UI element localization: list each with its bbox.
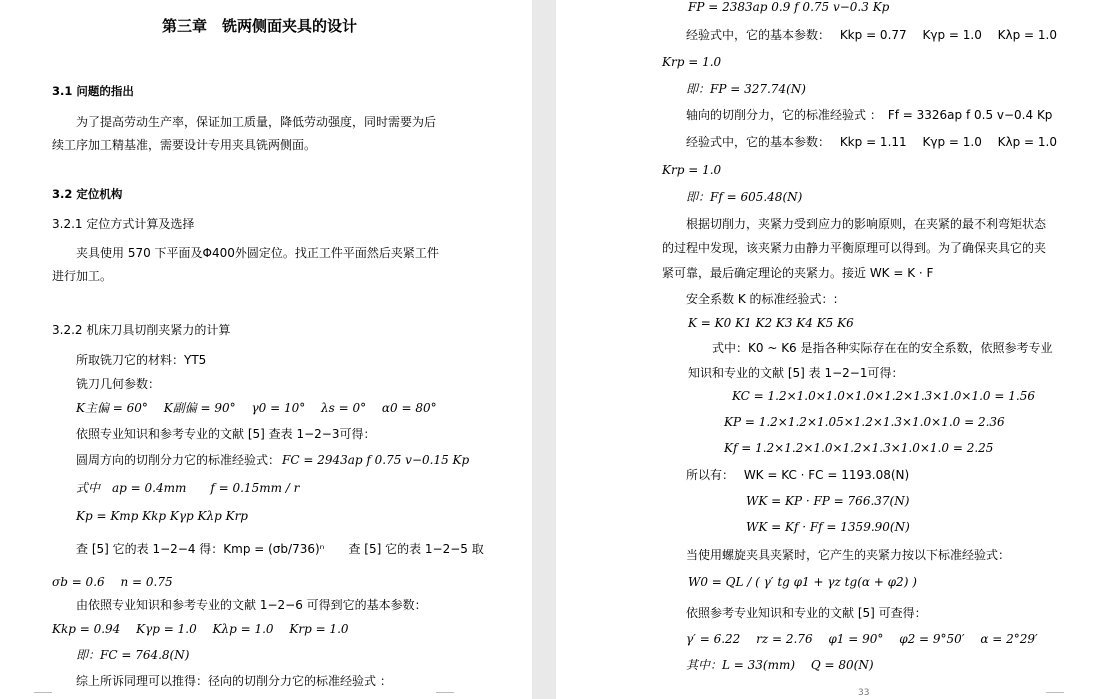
k-values-formula: Kkp = 0.94 Kγp = 1.0 Kλp = 1.0 Krp = 1.0 [52,622,349,636]
fc-result: 即：FC = 764.8(N) [76,648,190,662]
document-page-left [0,0,532,699]
kp-formula: KP = 1.2×1.2×1.05×1.2×1.3×1.0×1.0 = 2.36 [724,415,1005,429]
reference-line: 依照参考专业知识和专业的文献 [5] 可查得： [686,606,927,620]
reference-line: 依照专业知识和参考专业的文献 [5] 查表 1−2−3可得： [76,427,376,441]
safety-label: 安全系数 K 的标准经验式：: [686,292,838,306]
geometry-formula: K主偏 = 60° K副偏 = 90° γ0 = 10° λs = 0° α0 = 80° [76,401,437,415]
geometry-label: 铣刀几何参数： [76,377,161,391]
paragraph-line: 紧可靠，最后确定理论的夹紧力。接近 WK = K · F [662,266,934,280]
section-3-2-2-heading: 3.2.2 机床刀具切削夹紧力的计算 [52,323,231,337]
section-3-1-heading: 3.1 问题的指出 [52,84,134,98]
wk-line: WK = KP · FP = 766.37(N) [746,494,910,508]
paragraph-line: 为了提高劳动生产率，保证加工质量，降低劳动强度，同时需要为后 [76,115,437,129]
fp-formula: FP = 2383ap 0.9 f 0.75 v−0.3 Kp [688,0,890,14]
fc-formula-label: 圆周方向的切削分力它的标准经验式： [76,453,281,467]
sigma-formula: σb = 0.6 n = 0.75 [52,575,173,589]
screw-line: 当使用螺旋夹具夹紧时，它产生的夹紧力按以下标准经验式： [686,548,1011,562]
paragraph-line: 进行加工。 [52,269,113,283]
fp-result: 即：FP = 327.74(N) [686,82,806,96]
ff-formula: 轴向的切削分力，它的标准经验式 ： Ff = 3326ap f 0.5 v−0.4 Kp [686,108,1053,122]
page-corner-mark [436,692,454,693]
page-corner-mark [1046,692,1064,693]
wk-line: 所以有： WK = KC · FC = 1193.08(N) [686,468,910,482]
summary-line: 综上所诉同理可以推得：径向的切削分力它的标准经验式 ： [76,674,392,688]
paragraph-line: 的过程中发现，该夹紧力由静力平衡原理可以得到。为了确保夹具它的夹 [662,241,1047,255]
k-description-line: 式中：K0 ~ K6 是指各种实际存在在的安全系数，依照参考专业 [712,341,1053,355]
paragraph-line: 夹具使用 570 下平面及Φ400外圆定位。找正工件平面然后夹紧工件 [76,246,439,260]
chapter-title: 第三章 铣两侧面夹具的设计 [162,17,358,35]
ff-params-line: 经验式中，它的基本参数： Kkp = 1.11 Kγp = 1.0 Kλp = 1.0 [686,135,1057,149]
kf-formula: Kf = 1.2×1.2×1.0×1.2×1.3×1.0×1.0 = 2.25 [724,441,994,455]
paragraph-line: 根据切削力，夹紧力受到应力的影响原则，在夹紧的最不利弯矩状态 [686,217,1047,231]
wk-line: WK = Kf · Ff = 1359.90(N) [746,520,910,534]
w0-formula: W0 = QL / ( γ′ tg φ1 + γz tg(α + φ2) ) [688,575,917,589]
page-number: 33 [858,688,870,698]
kc-formula: KC = 1.2×1.0×1.0×1.0×1.2×1.3×1.0×1.0 = 1.56 [732,389,1035,403]
fp-params-line: 经验式中，它的基本参数： Kkp = 0.77 Kγp = 1.0 Kλp = 1.0 [686,28,1057,42]
document-page-right [556,0,1117,699]
material-line: 所取铣刀它的材料：YT5 [76,353,207,367]
lookup-line: 查 [5] 它的表 1−2−4 得：Kmp = (σb/736)ⁿ 查 [5] 它的表 1−2−5 取 [76,542,484,556]
k-formula: K = K0 K1 K2 K3 K4 K5 K6 [688,316,854,330]
where-line: 其中：L = 33(mm) Q = 80(N) [686,658,874,672]
fc-formula: FC = 2943ap f 0.75 v−0.15 Kp [282,453,470,467]
kp-formula: Kp = Kmp Kkp Kγp Kλp Krp [76,509,248,523]
reference-line: 由依照专业知识和参考专业的文献 1−2−6 可得到它的基本参数： [76,598,427,612]
ff-params-line: Krp = 1.0 [662,163,722,177]
ff-result: 即：Ff = 605.48(N) [686,190,803,204]
section-3-2-heading: 3.2 定位机构 [52,187,123,201]
page-corner-mark [34,692,52,693]
params-formula: 式中 ap = 0.4mm f = 0.15mm / r [76,481,300,495]
section-3-2-1-heading: 3.2.1 定位方式计算及选择 [52,217,195,231]
fp-params-line: Krp = 1.0 [662,55,722,69]
paragraph-line: 续工序加工精基准，需要设计专用夹具铣两侧面。 [52,138,317,152]
k-description-line: 知识和专业的文献 [5] 表 1−2−1可得： [688,366,904,380]
values-formula: γ′ = 6.22 rz = 2.76 φ1 = 90° φ2 = 9°50′ α = 2°29′ [686,632,1038,646]
